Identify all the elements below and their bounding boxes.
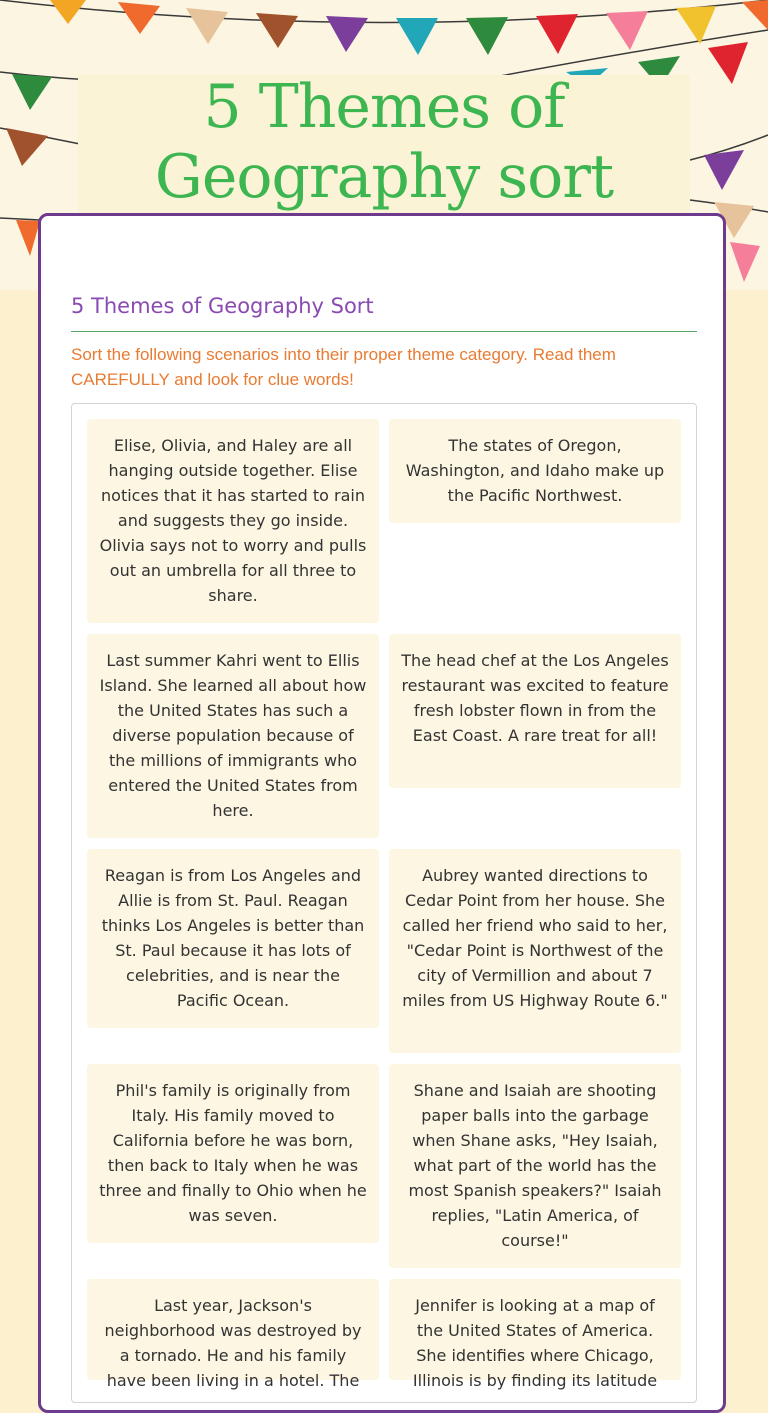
scenario-card[interactable]: Shane and Isaiah are shooting paper balls into the garbage when Shane asks, "Hey Isaiah, what part of the world has the most Spanish speakers?" Isaiah replies, "Latin America, of course!" [389, 1064, 681, 1268]
scenario-card[interactable]: Aubrey wanted directions to Cedar Point from her house. She called her friend who said to her, "Cedar Point is Northwest of the city of Vermillion and about 7 miles from US Highway Route 6." [389, 849, 681, 1053]
section-divider [71, 331, 697, 332]
scenario-card[interactable]: Last year, Jackson's neighborhood was destroyed by a tornado. He and his family have been living in a hotel. The [87, 1279, 379, 1380]
page-title: 5 Themes of Geography sort [154, 72, 614, 212]
scenario-card[interactable]: Jennifer is looking at a map of the United States of America. She identifies where Chicago, Illinois is by finding its latitude [389, 1279, 681, 1380]
scenario-card[interactable]: The head chef at the Los Angeles restaurant was excited to feature fresh lobster flown in from the East Coast. A rare treat for all! [389, 634, 681, 788]
scenario-card[interactable]: Last summer Kahri went to Ellis Island. She learned all about how the United States has such a diverse population because of the millions of immigrants who entered the United States from here. [87, 634, 379, 838]
scenario-card[interactable]: Reagan is from Los Angeles and Allie is from St. Paul. Reagan thinks Los Angeles is better than St. Paul because it has lots of celebrities, and is near the Pacific Ocean. [87, 849, 379, 1028]
scenario-card[interactable]: Elise, Olivia, and Haley are all hanging outside together. Elise notices that it has started to rain and suggests they go inside. Olivia says not to worry and pulls out an umbrella for all three to share. [87, 419, 379, 623]
section-title: 5 Themes of Geography Sort [71, 294, 374, 318]
scenario-card[interactable]: Phil's family is originally from Italy. His family moved to California before he was born, then back to Italy when he was three and finally to Ohio when he was seven. [87, 1064, 379, 1243]
scenario-card[interactable]: The states of Oregon, Washington, and Idaho make up the Pacific Northwest. [389, 419, 681, 523]
instructions-text: Sort the following scenarios into their proper theme category. Read them CAREFULLY and look for clue words! [71, 345, 616, 389]
